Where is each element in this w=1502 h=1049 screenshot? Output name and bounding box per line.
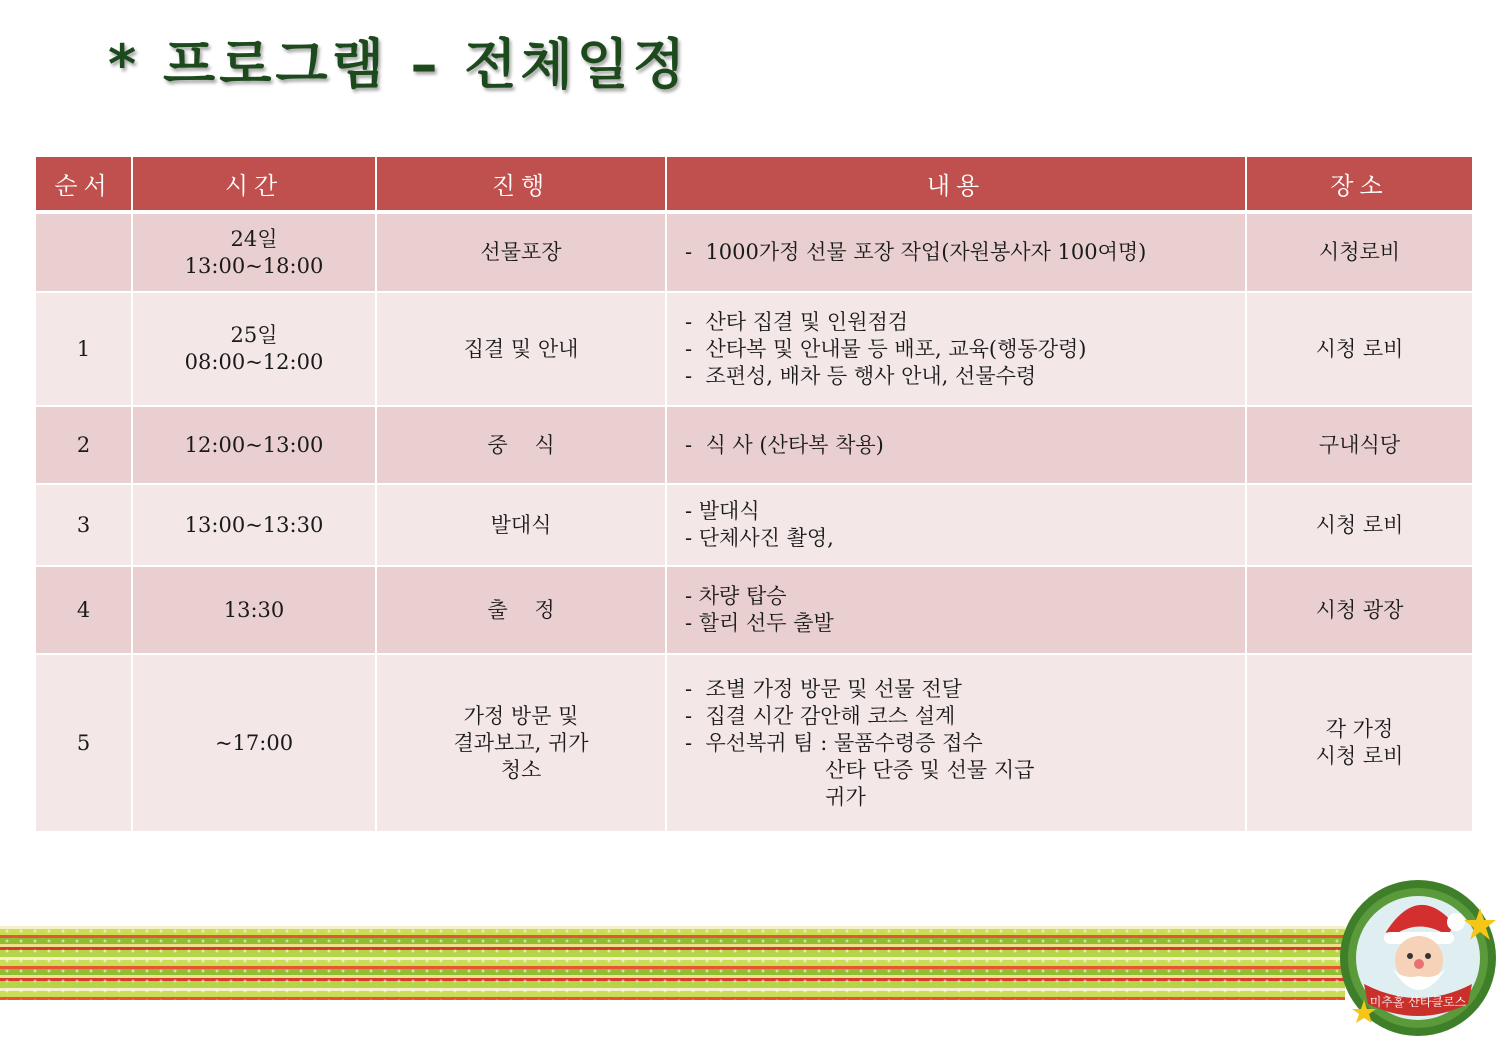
cell-time-line: 13:00~18:00 xyxy=(184,253,324,278)
cell-content xyxy=(666,406,1246,484)
cell-place xyxy=(1246,406,1472,484)
cell-activity-line: 집결 및 안내 xyxy=(463,336,579,361)
cell-content-line: - 단체사진 촬영, xyxy=(685,526,834,550)
cell-time-line: 12:00~13:00 xyxy=(184,432,324,457)
cell-activity xyxy=(376,406,666,484)
table-row xyxy=(36,406,1472,484)
table-row xyxy=(36,566,1472,654)
cell-place xyxy=(1246,654,1472,832)
cell-time-line: 24일 xyxy=(230,226,278,251)
table-row xyxy=(36,292,1472,406)
cell-content-line: - 차량 탑승 xyxy=(685,584,787,608)
cell-time-line: 25일 xyxy=(230,323,278,347)
cell-time-line: 08:00~12:00 xyxy=(184,350,324,374)
cell-place-line: 시청 로비 xyxy=(1315,336,1404,361)
cell-time-line: ~17:00 xyxy=(214,730,294,755)
cell-content-line: - 조별 가정 방문 및 선물 전달 xyxy=(685,676,962,701)
schedule-table xyxy=(36,157,1472,833)
santa-badge xyxy=(1336,872,1500,1040)
cell-place-line: 각 가정 xyxy=(1325,717,1394,741)
cell-content xyxy=(666,292,1246,406)
cell-place-line: 시청 광장 xyxy=(1315,597,1404,622)
cell-content-line: - 조편성, 배차 등 행사 안내, 선물수령 xyxy=(685,363,1037,388)
cell-place-line: 시청 로비 xyxy=(1315,744,1404,768)
cell-content xyxy=(666,212,1246,292)
cell-time xyxy=(132,654,376,832)
header-content: 내용 xyxy=(666,157,1246,212)
badge-text: 미추홀 산타클로스 xyxy=(1369,995,1467,1009)
cell-time-line: 13:30 xyxy=(223,597,285,622)
cell-content xyxy=(666,566,1246,654)
table-header-row xyxy=(36,157,1472,212)
header-order: 순서 xyxy=(36,157,132,212)
cell-content-line: - 산타 집결 및 인원점검 xyxy=(685,309,909,334)
cell-activity-line: 발대식 xyxy=(490,512,552,537)
table-row xyxy=(36,212,1472,292)
header-activity: 진행 xyxy=(376,157,666,212)
page-title: * 프로그램 – 전체일정 xyxy=(108,33,689,96)
cell-activity-line: 선물포장 xyxy=(480,240,562,264)
cell-activity-line: 결과보고, 귀가 xyxy=(453,730,589,755)
cell-place xyxy=(1246,566,1472,654)
decorative-ribbon xyxy=(0,926,1345,1000)
cell-order: 2 xyxy=(36,406,132,484)
cell-activity xyxy=(376,212,666,292)
cell-place xyxy=(1246,212,1472,292)
cell-content xyxy=(666,654,1246,832)
cell-time xyxy=(132,212,376,292)
cell-place xyxy=(1246,484,1472,566)
cell-order: 5 xyxy=(36,654,132,832)
cell-time xyxy=(132,292,376,406)
cell-content-line: - 산타복 및 안내물 등 배포, 교육(행동강령) xyxy=(685,336,1087,361)
cell-activity xyxy=(376,292,666,406)
cell-content-line: - 집결 시간 감안해 코스 설계 xyxy=(685,703,956,728)
cell-place-line: 구내식당 xyxy=(1318,432,1401,457)
cell-activity-line: 청소 xyxy=(500,757,542,782)
cell-order: 1 xyxy=(36,292,132,406)
cell-place-line: 시청 로비 xyxy=(1315,512,1404,537)
cell-place-line: 시청로비 xyxy=(1318,240,1401,264)
cell-activity xyxy=(376,654,666,832)
table-row xyxy=(36,484,1472,566)
cell-content-line: - 우선복귀 팀 : 물품수령증 접수 xyxy=(685,730,983,755)
cell-time-line: 13:00~13:30 xyxy=(184,512,324,537)
cell-content-line: - 1000가정 선물 포장 작업(자원봉사자 100여명) xyxy=(685,240,1147,264)
cell-place xyxy=(1246,292,1472,406)
cell-order xyxy=(36,212,132,292)
cell-content-line: - 발대식 xyxy=(685,499,760,523)
cell-order: 3 xyxy=(36,484,132,566)
cell-time xyxy=(132,406,376,484)
cell-activity xyxy=(376,484,666,566)
cell-content-line: - 식 사 (산타복 착용) xyxy=(685,432,884,457)
cell-time xyxy=(132,566,376,654)
cell-activity-line: 출 정 xyxy=(487,597,555,622)
cell-activity-line: 가정 방문 및 xyxy=(463,703,579,728)
cell-activity-line: 중 식 xyxy=(487,432,555,457)
table-row xyxy=(36,654,1472,832)
cell-time xyxy=(132,484,376,566)
cell-content-line: - 할리 선두 출발 xyxy=(685,611,834,635)
cell-order: 4 xyxy=(36,566,132,654)
cell-activity xyxy=(376,566,666,654)
cell-content-line: 산타 단증 및 선물 지급 xyxy=(685,757,1035,782)
header-time: 시간 xyxy=(132,157,376,212)
cell-content xyxy=(666,484,1246,566)
header-place: 장소 xyxy=(1246,157,1472,212)
cell-content-line: 귀가 xyxy=(685,784,866,809)
